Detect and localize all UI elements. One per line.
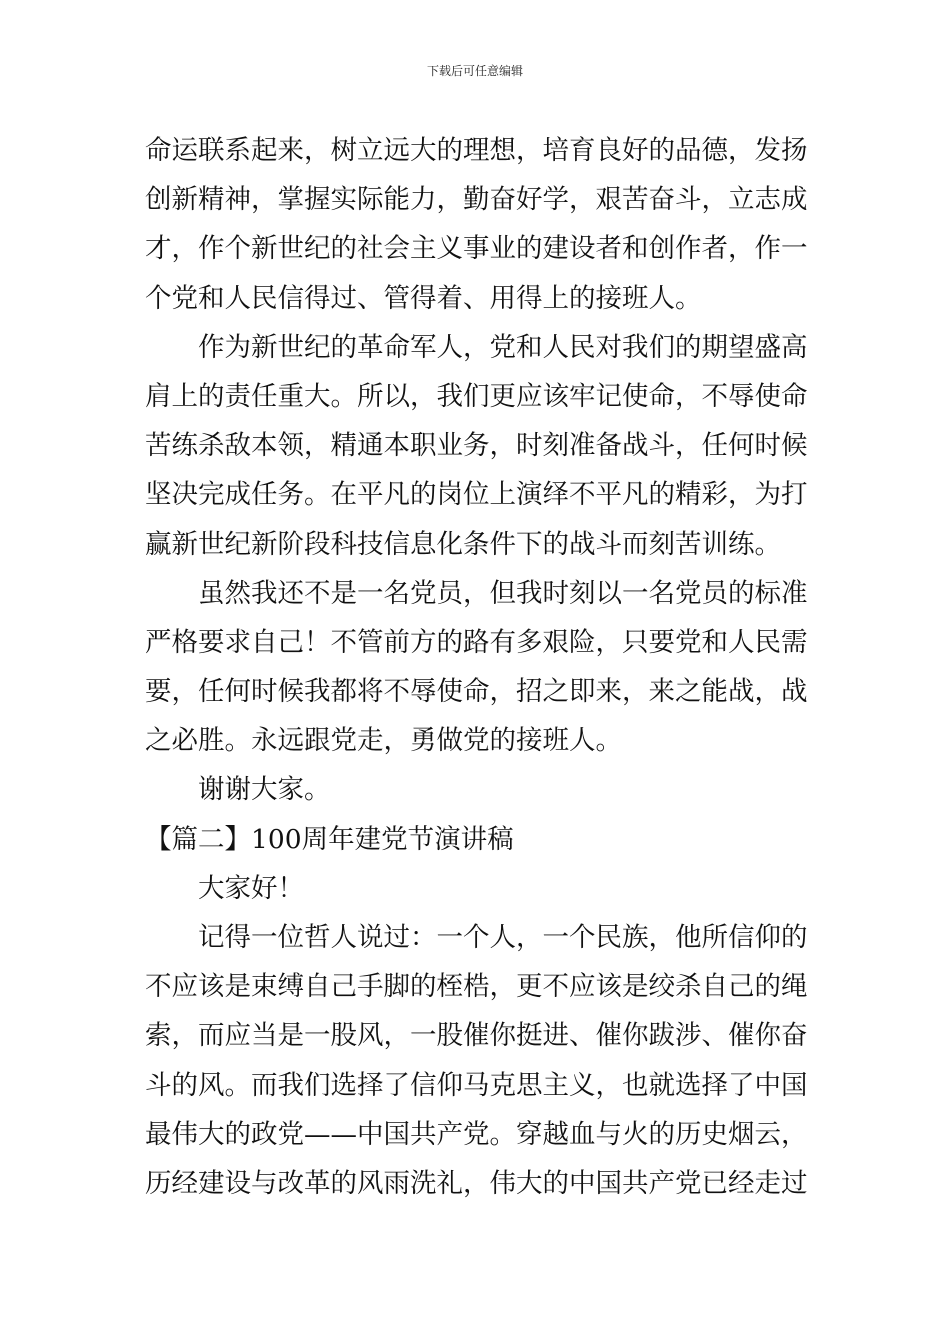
text-line: 个党和人民信得过、管得着、用得上的接班人。 xyxy=(145,282,702,314)
paragraph-first-line: 作为新世纪的革命军人，党和人民对我们的期望盛高 xyxy=(198,331,808,363)
text-line: 赢新世纪新阶段科技信息化条件下的战斗而刻苦训练。 xyxy=(145,528,781,560)
page-header-note: 下载后可任意编辑 xyxy=(426,64,523,78)
text-line: 要，任何时候我都将不辱使命，招之即来，来之能战，战 xyxy=(145,676,808,708)
document-body xyxy=(145,126,811,1208)
text-line: 严格要求自己！不管前方的路有多艰险，只要党和人民需 xyxy=(145,626,808,658)
text-line: 坚决完成任务。在平凡的岗位上演绎不平凡的精彩，为打 xyxy=(145,479,808,511)
section-heading: 【篇二】100周年建党节演讲稿 xyxy=(145,823,514,855)
greeting-line: 大家好！ xyxy=(198,872,304,904)
text-line: 斗的风。而我们选择了信仰马克思主义，也就选择了中国 xyxy=(145,1069,808,1101)
text-line: 最伟大的政党——中国共产党。穿越血与火的历史烟云， xyxy=(145,1118,808,1150)
text-line: 苦练杀敌本领，精通本职业务，时刻准备战斗，任何时候 xyxy=(145,430,808,462)
text-line: 肩上的责任重大。所以，我们更应该牢记使命，不辱使命 xyxy=(145,380,808,412)
closing-line: 谢谢大家。 xyxy=(198,774,331,806)
text-line: 之必胜。永远跟党走，勇做党的接班人。 xyxy=(145,725,622,757)
text-line: 历经建设与改革的风雨洗礼，伟大的中国共产党已经走过 xyxy=(145,1167,808,1199)
text-line: 才，作个新世纪的社会主义事业的建设者和创作者，作一 xyxy=(145,233,808,265)
paragraph-first-line: 虽然我还不是一名党员，但我时刻以一名党员的标准 xyxy=(198,577,808,609)
text-line: 创新精神，掌握实际能力，勤奋好学，艰苦奋斗，立志成 xyxy=(145,184,808,216)
paragraph-first-line: 记得一位哲人说过：一个人，一个民族，他所信仰的 xyxy=(198,922,808,953)
text-line: 索，而应当是一股风，一股催你挺进、催你跋涉、催你奋 xyxy=(145,1020,808,1052)
text-line: 命运联系起来，树立远大的理想，培育良好的品德，发扬 xyxy=(145,135,808,166)
text-line: 不应该是束缚自己手脚的桎梏，更不应该是绞杀自己的绳 xyxy=(145,971,808,1003)
